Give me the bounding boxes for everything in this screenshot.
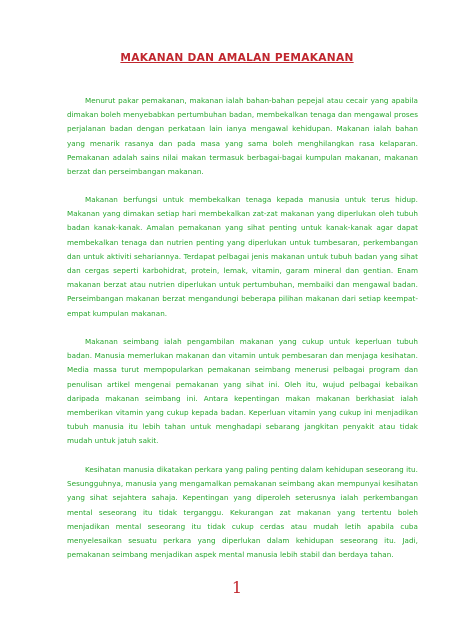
paragraph-4: Kesihatan manusia dikatakan perkara yang paling penting dalam kehidupan seseorang itu. Sesungguhnya, manusia yang mengamalkan pemakanan seimbang akan mempunyai kesihatan yang sihat sejahtera sahaja. Kepentingan yang diperoleh seterusnya ialah perkembangan mental seseorang itu tidak terganggu. Kekurangan zat makanan yang tertentu boleh menjadikan mental seseorang itu tidak cukup cerdas atau mudah letih apabila cuba menyelesaikan sesuatu perkara yang diperlukan dalam kehidupan seseorang itu. Jadi, pemakanan seimbang menjadikan aspek mental manusia lebih stabil dan berdaya tahan. — [67, 465, 418, 560]
paragraph-2: Makanan berfungsi untuk membekalkan tenaga kepada manusia untuk terus hidup. Makanan yang dimakan setiap hari membekalkan zat-zat makanan yang diperlukan oleh tubuh badan kanak-kanak. Amalan pemakanan yang sihat penting untuk kanak-kanak agar dapat membekalkan tenaga dan nutrien penting yang diperlukan untuk tumbesaran, perkembangan dan untuk aktiviti sehariannya. Terdapat pelbagai jenis makanan untuk tubuh badan yang sihat dan cergas seperti karbohidrat, protein, lemak, vitamin, garam mineral dan gentian. Enam makanan berzat atau nutrien diperlukan untuk pertumbuhan, membaiki dan mengawal badan. Perseimbangan makanan berzat mengandungi beberapa pilihan makanan dari setiap keempat-empat kumpulan makanan. — [67, 195, 418, 318]
paragraph-1: Menurut pakar pemakanan, makanan ialah bahan-bahan pepejal atau cecair yang apabila dimakan boleh menyebabkan pertumbuhan badan, membekalkan tenaga dan mengawal proses perjalanan badan dengan perkataan lain ianya mengawal kehidupan. Makanan ialah bahan yang menarik rasanya dan pada masa yang sama boleh menghilangkan rasa kelaparan. Pemakanan adalah sains nilai makan termasuk berbagai-bagai kumpulan makanan, makanan berzat dan perseimbangan makanan. — [67, 96, 418, 177]
page-number: 1 — [231, 578, 243, 597]
paragraph-3: Makanan seimbang ialah pengambilan makanan yang cukup untuk keperluan tubuh badan. Manusia memerlukan makanan dan vitamin untuk pembesaran dan menjaga kesihatan. Media massa turut mempopularkan pemakanan seimbang menerusi pelbagai program dan penulisan artikel mengenai pemakanan yang sihat ini. Oleh itu, wujud pelbagai kebaikan daripada makanan seimbang ini. Antara kepentingan makan makanan berkhasiat ialah memberikan vitamin yang cukup kepada badan. Keperluan vitamin yang cukup ini menjadikan tubuh manusia itu lebih tahan untuk menghadapi sebarang jangkitan penyakit atau tidak mudah untuk jatuh sakit. — [67, 337, 418, 446]
document-title: MAKANAN DAN AMALAN PEMAKANAN — [120, 52, 354, 64]
